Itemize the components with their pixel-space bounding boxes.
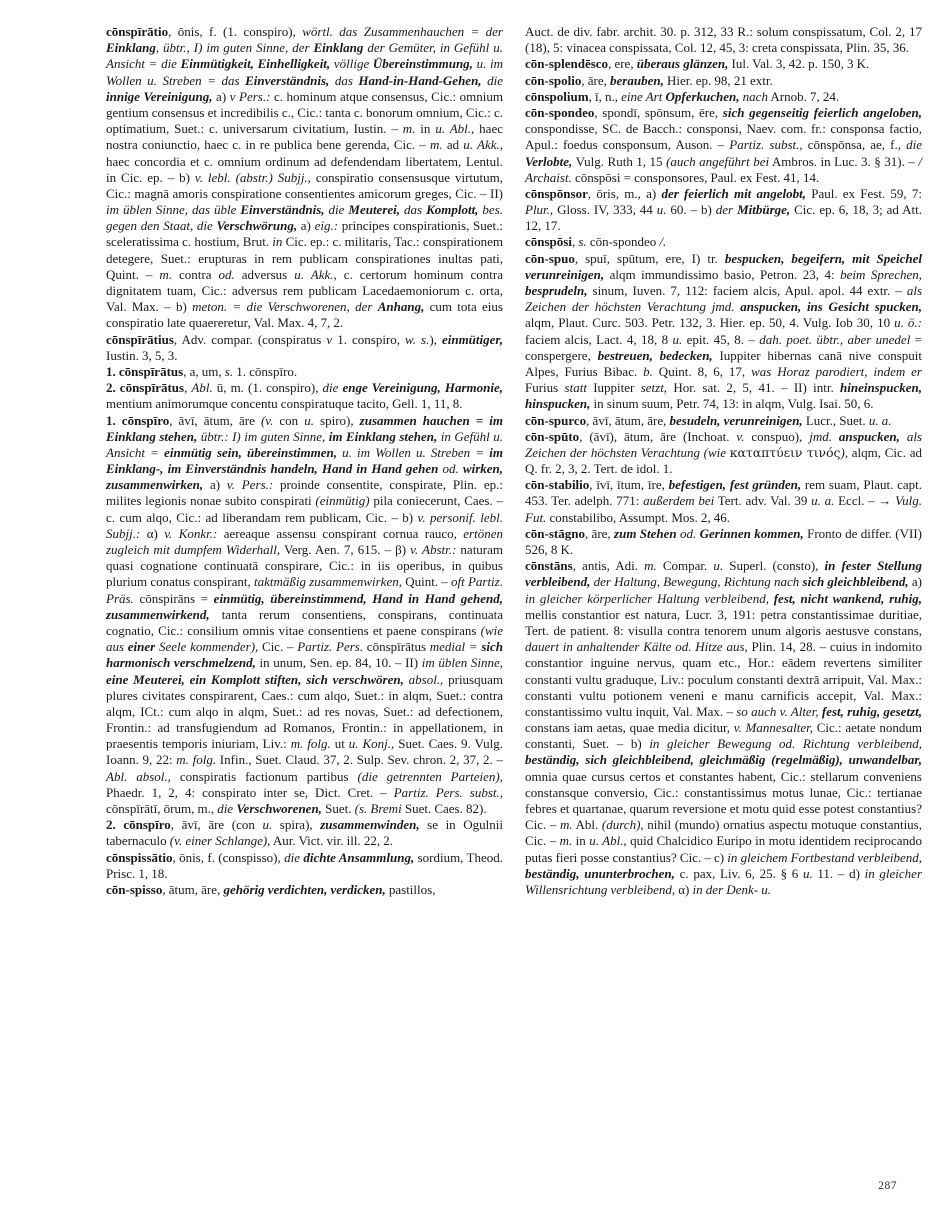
dictionary-entry: cōnspōnsor, ōris, m., a) der feierlich mit angelobt, Paul. ex Fest. 59, 7: Plur., Gloss. IV, 333, 44 u. 60. – b) der Mitbürge, Cic. ep. 6, 18, 3; ad Att. 12, 17.: [525, 185, 922, 234]
dictionary-entry: cōnspīrātius, Adv. compar. (conspiratus v 1. conspiro, w. s.), einmütiger, Iustin. 3, 5, 3.: [106, 331, 503, 363]
dictionary-entry: cōnspōsi, s. cōn-spondeo /.: [525, 234, 667, 250]
dictionary-entry: cōn-stāgno, āre, zum Stehen od. Gerinnen kommen, Fronto de differ. (VII) 526, 8 K.: [525, 525, 922, 557]
dictionary-entry: cōn-spondeo, spondī, spōnsum, ēre, sich gegenseitig feierlich angeloben, conspondisse, SC. de Bacch.: consponsi, Naev. com. fr.: consponsa factio, Apul.: foedus consponsum, Auson. – Partiz. subst., cōnspōnsa, ae, f., die Verlobte, Vulg. Ruth 1, 15 (auch angeführt bei Ambros. in Luc. 3. § 31). – / Archaist. cōnspōsi = consponsores, Paul. ex Fest. 41, 14.: [525, 104, 922, 185]
dictionary-entry: cōn-spūto, (āvī), ātum, āre (Inchoat. v. conspuo), jmd. anspucken, als Zeichen der höchsten Verachtung (wie καταπτύειν τινός), alqm, Cic. ad Q. fr. 2, 3, 2. Tert. de idol. 1.: [525, 428, 922, 477]
page-number: 287: [878, 1180, 897, 1192]
right-column: [525, 24, 922, 898]
dictionary-entry: cōnspissātio, ōnis, f. (conspisso), die dichte Ansammlung, sordium, Theod. Prisc. 1, 18.: [106, 849, 504, 881]
dictionary-entry: Auct. de div. fabr. archit. 30. p. 312, 33 R.: solum conspissatum, Col. 2, 17 (18), 5: vinacea conspissata, Col. 12, 45, 3: creta conspissata, Plin. 35, 36.: [525, 24, 922, 56]
dictionary-entry: cōn-splendēsco, ere, überaus glänzen, Iul. Val. 3, 42. p. 150, 3 K.: [525, 56, 870, 72]
dictionary-entry: 2. cōnspīrātus, Abl. ū, m. (1. conspiro), die enge Vereinigung, Harmonie, mentium animorumque concentu conspiratuque tacito, Gell. 1, 11, 8.: [106, 380, 503, 412]
left-column: [106, 24, 503, 898]
page-columns: [106, 24, 922, 898]
dictionary-entry: cōnstāns, antis, Adi. m. Compar. u. Superl. (consto), in fester Stellung verbleibend, der Haltung, Bewegung, Richtung nach sich gleichbleibend, a) in gleicher körperlicher Haltung verbleibend, fest, nicht wankend, ruhig, mellis constantior est natura, Lucr. 3, 191: petra constantissimae duritiae, Tert. de patient. 8: visulla contra tenorem unum algoris aestusve constans, dauert in anhaltender Kälte od. Hitze aus, Plin. 14, 28. – cuius in indomito constantior inguine nervus, quam etc., Hor.: eādem revertens similiter constanti vultu graduque, Liv.: poculum constanti dextrā arripuit, Val. Max.: constanti vultu potionem veneni e manu carnificis accepit, Val. Max.: constantissimo vultu inquit, Val. Max. – so auch v. Alter, fest, ruhig, gesetzt, constans iam aetas, quae media dicitur, v. Mannesalter, Cic.: aetate nondum constanti, Suet. – b) in gleicher Bewegung od. Richtung verbleibend, beständig, sich gleichbleibend, gleichmäßig (regelmäßig), unwandelbar, omnia quae cursus certos et constantes habent, Cic.: stellarum conveniens constansque conversio, Cic.: constantissimus motus lunae, Cic.: tertianae febres et quartanae, quarum reversione et motu quid esse potest constantius? Cic. – m. Abl. (durch), nihil (mundo) ornatius aspectu motuque constantius, Cic. – m. in u. Abl., quid Chalcidico Euripo in motu identidem reciprocando putas fieri posse constantius? Cic. – c) in gleichem Fortbestand verbleibend, beständig, ununterbrochen, c. pax, Liv. 6, 25. § 6 u. 11. – d) in gleicher Willensrichtung verbleibend, α) in der Denk- u.: [525, 558, 923, 897]
dictionary-entry: 2. cōnspīro, āvī, āre (con u. spira), zusammenwinden, se in Ogulnii tabernaculo (v. einer Schlange), Aur. Vict. vir. ill. 22, 2.: [106, 817, 503, 849]
dictionary-entry: cōn-spurco, āvī, ātum, āre, besudeln, verunreinigen, Lucr., Suet. u. a.: [525, 412, 892, 428]
dictionary-entry: cōn-spuo, spuī, spūtum, ere, I) tr. bespucken, begeifern, mit Speichel verunreinigen, alqm immundissimo basio, Petron. 23, 4: beim Sprechen, besprudeln, sinum, Iuven. 7, 112: faciem alcis, Apul. apol. 44 extr. – als Zeichen der höchsten Verachtung jmd. anspucken, ins Gesicht spucken, alqm, Plaut. Curc. 503. Petr. 132, 3. Hier. ep. 50, 4. Vulg. Iob 30, 10 u. ö.: faciem alcis, Lact. 4, 18, 8 u. epit. 45, 8. – dah. poet. übtr., aber unedel = conspergere, bestreuen, bedecken, Iuppiter hibernas canā nive conspuit Alpes, Furius Bibac. b. Quint. 8, 6, 17, was Horaz parodiert, indem er Furius statt Iuppiter setzt, Hor. sat. 2, 5, 41. – II) intr. hineinspucken, hinspucken, in sinum suum, Petr. 74, 13: in alqm, Vulg. Isai. 50, 6.: [525, 250, 923, 412]
dictionary-entry: cōnspolium, ī, n., eine Art Opferkuchen, nach Arnob. 7, 24.: [525, 88, 840, 104]
dictionary-entry: 1. cōnspīrātus, a, um, s. 1. cōnspīro.: [106, 363, 298, 379]
dictionary-entry: cōnspīrātio, ōnis, f. (1. conspiro), wörtl. das Zusammenhauchen = der Einklang, übtr., I) im guten Sinne, der Einklang der Gemüter, in Gefühl u. Ansicht = die Einmütigkeit, Einhelligkeit, völlige Übereinstimmung, u. im Wollen u. Streben = das Einverständnis, das Hand-in-Hand-Gehen, die innige Vereinigung, a) v Pers.: c. hominum atque consensus, Cic.: omnium gentium consensus et incredibilis c., Cic.: tanta c. bonorum omnium, Cic.: c. optimatium, Suet.: c. universarum civitatium, Iustin. – m. in u. Abl., haec nostra coniunctio, haec c. in re publica bene gerenda, Cic. – m. ad u. Akk., haec concordia et c. omnium ordinum ad defendendam libertatem, Lentul. in Cic. ep. – b) v. lebl. (abstr.) Subjj., conspiratio consensusque virtutum, Cic.: magnā amoris conspiratione consentientes amicorum greges, Cic. – II) im üblen Sinne, das üble Einverständnis, die Meuterei, das Komplott, bes. gegen den Staat, die Verschwörung, a) eig.: principes conspirationis, Suet.: sceleratissima c. hostium, Brut. in Cic. ep.: c. militaris, Tac.: conspirationem detegere, Suet.: erupturas in rem publicam conspirationes inultas pati, Quint. – m. contra od. adversus u. Akk., c. certorum hominum contra dignitatem tuam, Cic.: adversus rem publicam Lacedaemoniorum c. orta, Val. Max. – b) meton. = die Verschworenen, der Anhang, cum tota eius conspiratio late quaereretur, Val. Max. 4, 7, 2.: [106, 24, 504, 331]
dictionary-entry: cōn-spisso, ātum, āre, gehörig verdichten, verdicken, pastillos,: [106, 881, 436, 897]
dictionary-entry: 1. cōnspīro, āvī, ātum, āre (v. con u. spiro), zusammen hauchen = im Einklang stehen, übtr.: I) im guten Sinne, im Einklang stehen, in Gefühl u. Ansicht = einmütig sein, übereinstimmen, u. im Wollen u. Streben = im Einklang-, im Einverständnis handeln, Hand in Hand gehen od. wirken, zusammenwirken, a) v. Pers.: proinde consentite, conspirate, Plin. ep.: milites legionis nonae subito conspirati (einmütig) pila coniecerunt, Caes. – c. cum alqo, Cic.: ad liberandam rem publicam, Cic. – b) v. personif. lebl. Subjj.: α) v. Konkr.: aereaque assensu conspirant cornua rauco, ertönen zugleich mit dumpfem Widerhall, Verg. Aen. 7, 615. – β) v. Abstr.: naturam quasi cognatione continuatā conspirare, Cic.: in iis operibus, in quibus plurium conatus conspirant, taktmäßig zusammenwirken, Quint. – oft Partiz. Präs. cōnspirāns = einmütig, übereinstimmend, Hand in Hand gehend, zusammenwirkend, tanta rerum consentiens, conspirans, continuata cognatio, Cic.: consilium omnis vitae consentiens et paene conspirans (wie aus einer Seele kommender), Cic. – Partiz. Pers. cōnspīrātus medial = sich harmonisch verschmelzend, in unum, Sen. ep. 84, 10. – II) im üblen Sinne, eine Meuterei, ein Komplott stiften, sich verschwören, absol., priusquam plures civitates conspirarent, Caes.: cum alqo, Suet.: in alqm, Suet.: contra alqm, ICt.: cum alqo in alqm, Suet.: ad res novas, Suet.: ad defectionem, Frontin.: ad transfugiendum ad Romanos, Frontin.: in appellationem, in praesentis temporis iniuriam, Liv.: m. folg. ut u. Konj., Suet. Caes. 9. Vulg. Ioann. 9, 22: m. folg. Infin., Suet. Claud. 37, 2. Sulp. Sev. chron. 2, 37, 2. – Abl. absol., conspiratis factionum partibus (die getrennten Parteien), Phaedr. 1, 2, 4: conspirato inter se, Dict. Cret. – Partiz. Pers. subst., cōnspīrātī, ōrum, m., die Verschworenen, Suet. (s. Bremi Suet. Caes. 82).: [106, 412, 504, 816]
dictionary-entry: cōn-stabilio, īvī, ītum, īre, befestigen, fest gründen, rem suam, Plaut. capt. 453. Ter. adelph. 771: außerdem bei Tert. adv. Val. 39 u. a. Eccl. – → Vulg. Fut. constabilibo, Assumpt. Mos. 2, 46.: [525, 477, 922, 525]
dictionary-entry: cōn-spolio, āre, berauben, Hier. ep. 98, 21 extr.: [525, 72, 773, 88]
